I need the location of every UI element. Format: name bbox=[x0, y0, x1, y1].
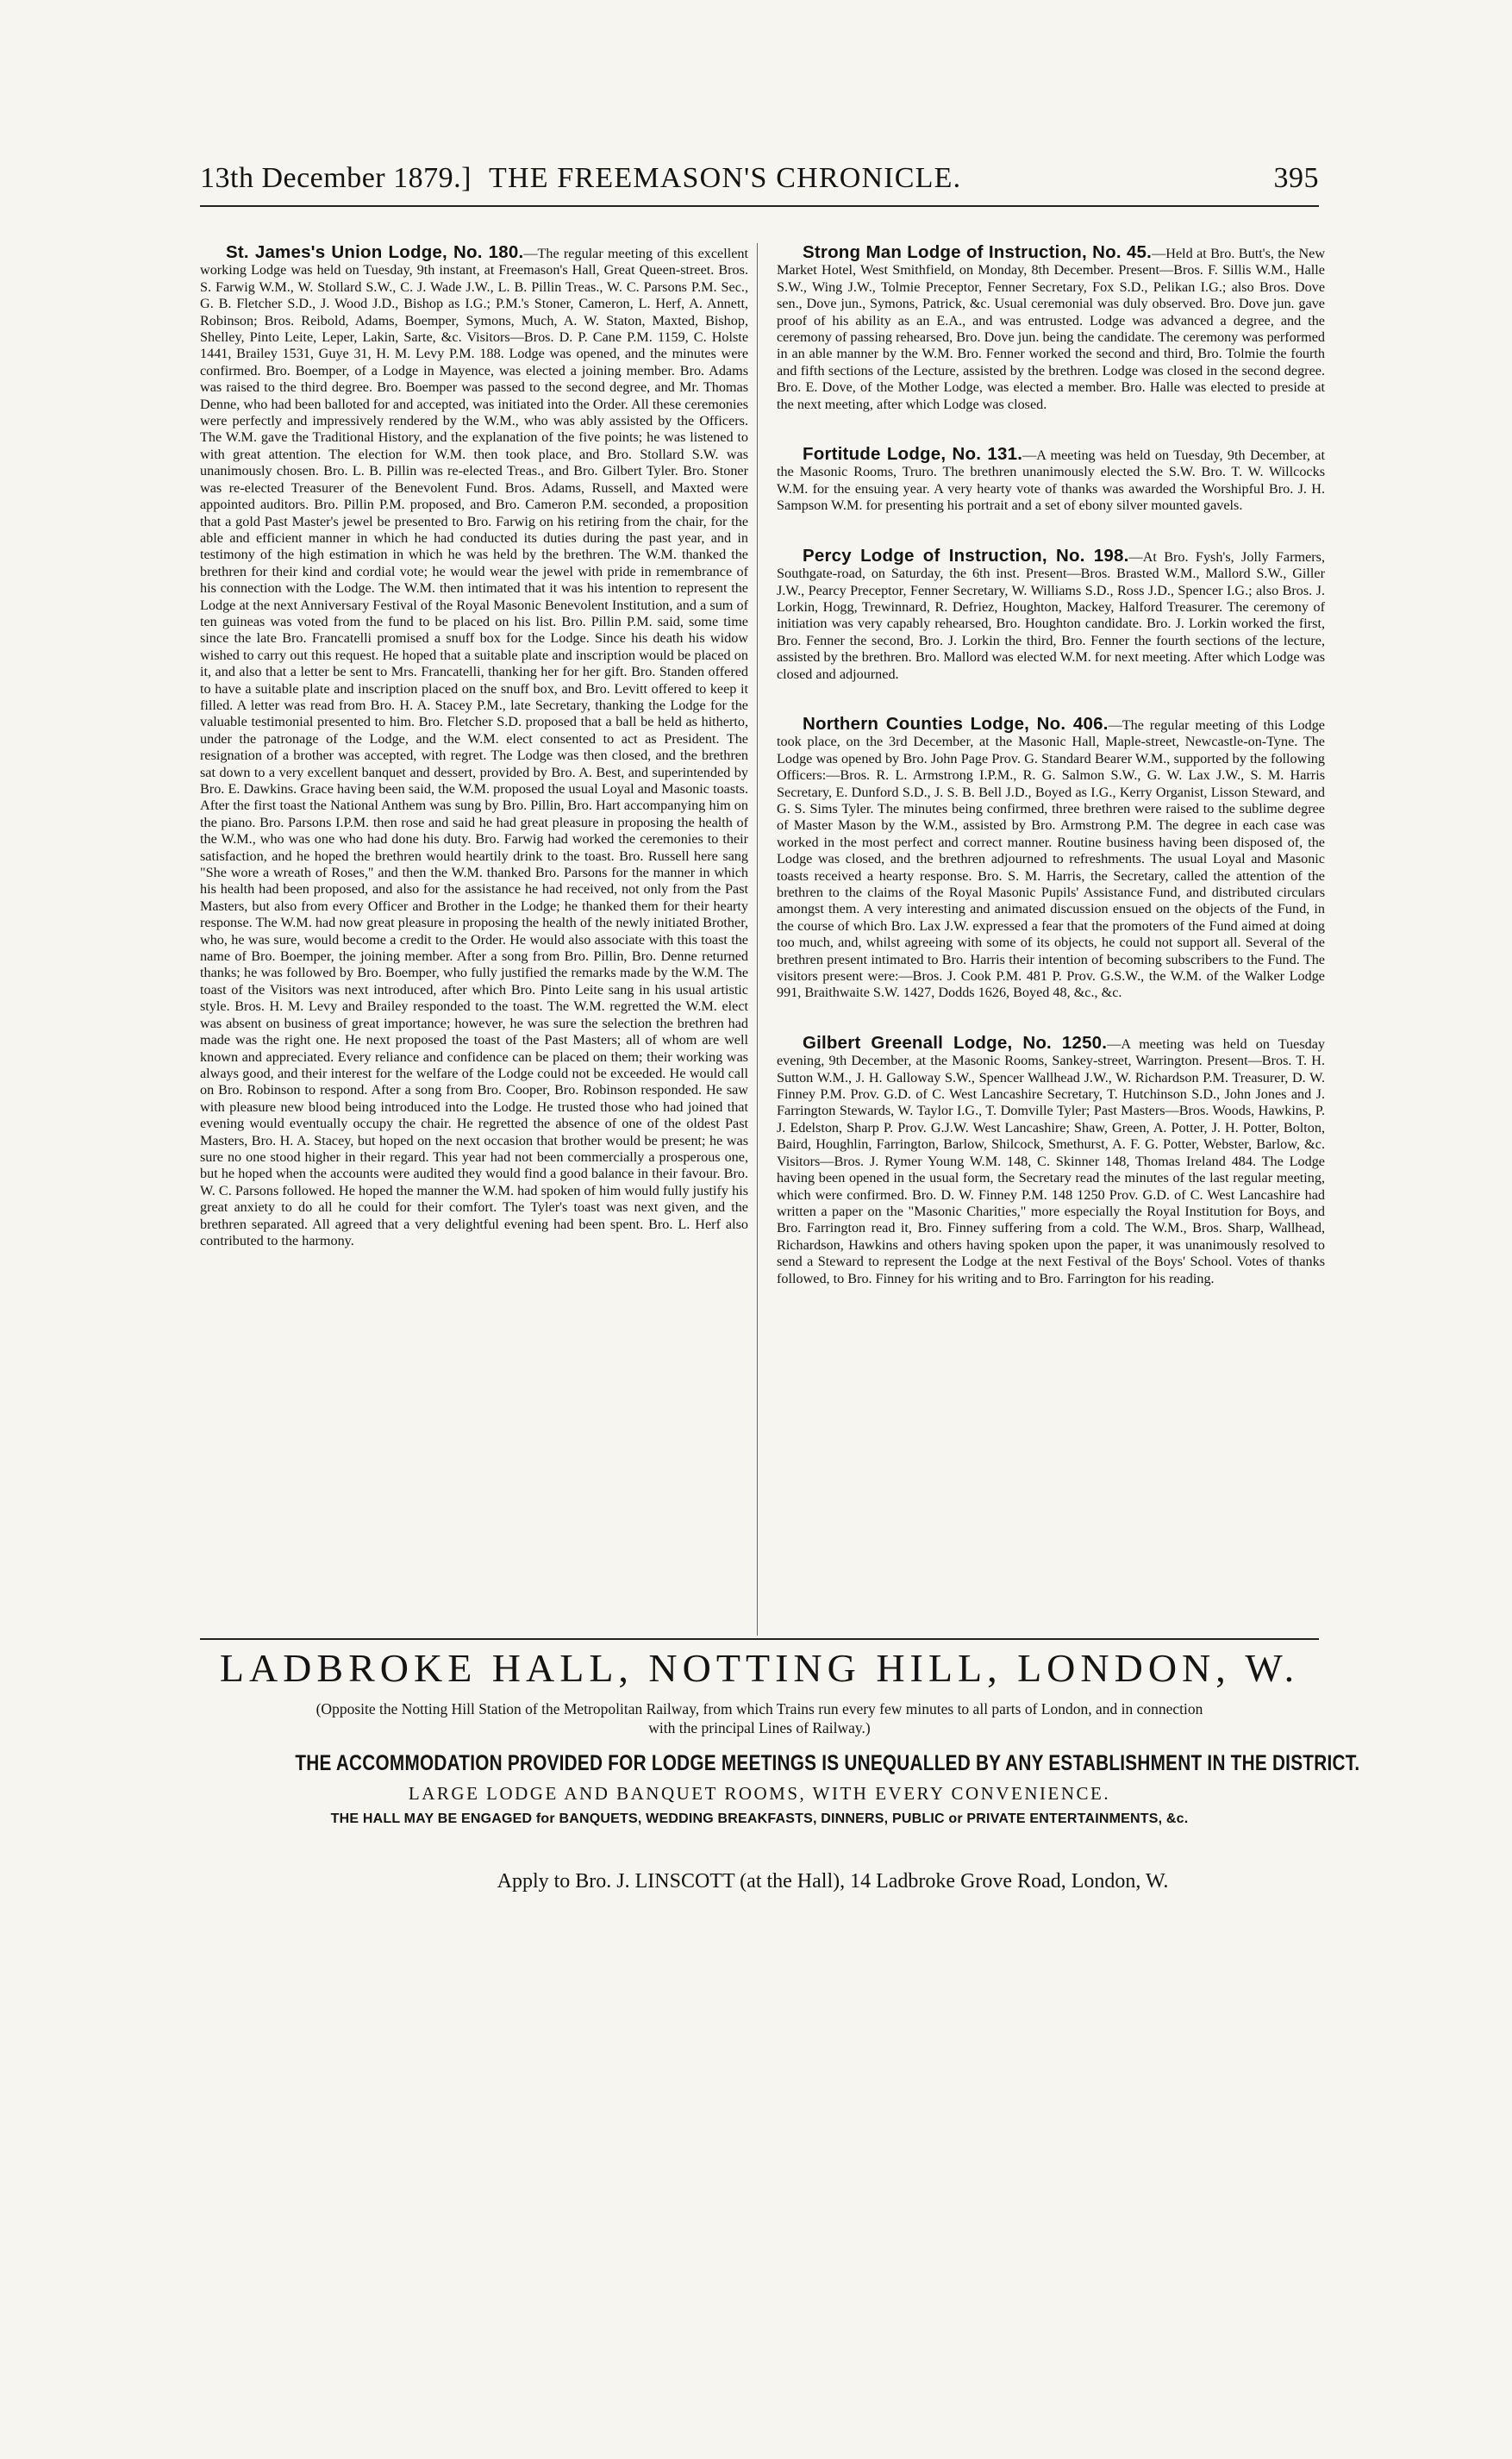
lodge-report bbox=[777, 446, 1325, 515]
report-paragraph bbox=[777, 244, 1325, 413]
lodge-report bbox=[777, 244, 1325, 413]
ladbroke-hall-advert bbox=[200, 1642, 1360, 1893]
advert-rule bbox=[200, 1638, 1319, 1640]
lodge-heading: St. James's Union Lodge, No. 180. bbox=[226, 242, 524, 262]
report-body: —Held at Bro. Butt's, the New Market Hotel, West Smithfield, on Monday, 8th December. Present—Bros. F. Sillis W.M., Halle S.W., Wing J.W., Tolmie Preceptor, Fenner Secretary, Fox S.D., Pelikan I.G.; also Bros. Dove sen., Dove jun., Symons, Patrick, &c. Usual ceremonial was duly observed. Bro. Dove jun. gave proof of his ability as an E.A., and was entrusted. Lodge was advanced a degree, and the ceremony of passing rehearsed, Bro. Dove jun. being the candidate. The ceremony was performed in an able manner by the W.M. Bro. Fenner worked the second and third, Bro. Tolmie the fourth and fifth sections of the Lecture, assisted by the brethren. Lodge was closed in the second degree. Bro. E. Dove, of the Mother Lodge, was elected a member. Bro. Halle was elected to preside at the next meeting, after which Lodge was closed. bbox=[777, 246, 1326, 412]
report-paragraph bbox=[777, 1032, 1325, 1287]
report-paragraph bbox=[200, 244, 748, 1249]
lodge-heading: Northern Counties Lodge, No. 406. bbox=[803, 713, 1109, 734]
report-body: —At Bro. Fysh's, Jolly Farmers, Southgate-road, on Saturday, the 6th inst. Present—Bros. Brasted W.M., Mallord S.W., Giller J.W., Pearcy Preceptor, Fenner Secretary, W. Williams S.D., Ross J.D., Spencer I.G.; also Bros. J. Lorkin, Hogg, Trewinnard, R. Defriez, Houghton, Mackey, Halford Treasurer. The ceremony of initiation was very capably rehearsed, Bro. Houghton candidate. Bro. J. Lorkin worked the first, Bro. Fenner the second, Bro. J. Lorkin the third, Bro. Fenner the fourth sections of the lecture, assisted by the brethren. Bro. Mallord was elected W.M. for next meeting. After which Lodge was closed and adjourned. bbox=[777, 548, 1325, 682]
lodge-heading: Strong Man Lodge of Instruction, No. 45. bbox=[803, 242, 1153, 262]
lodge-report bbox=[777, 547, 1325, 683]
page-number: 395 bbox=[1273, 162, 1319, 194]
right-column bbox=[777, 244, 1325, 1320]
lodge-report bbox=[200, 244, 748, 1249]
lodge-report bbox=[777, 1032, 1325, 1287]
header-rule bbox=[200, 205, 1319, 207]
lodge-heading: Gilbert Greenall Lodge, No. 1250. bbox=[803, 1032, 1108, 1053]
report-body: —A meeting was held on Tuesday evening, 9th December, at the Masonic Rooms, Sankey-street, Warrington. Present—Bros. T. H. Sutton W.M., J. H. Galloway S.W., Spencer Wallhead J.W., W. Richardson P.M. Treasurer, D. W. Finney P.M. Prov. G.D. of C. West Lancashire Secretary, T. Hutchinson S.D., John Jones and J. Farrington Stewards, W. Taylor I.G., T. Domville Tyler; Past Masters—Bros. Woods, Hawkins, P. J. Edelston, Sharp P. Prov. G.J.W. West Lancashire; Shaw, Green, A. Potter, J. H. Potter, Bolton, Baird, Houghlin, Farrington, Barlow, Shilcock, Smethurst, A. F. G. Potter, Webster, Barlow, &c. Visitors—Bros. J. Rymer Young W.M. 148, C. Skinner 148, Thomas Ireland 484. The Lodge having been opened in the usual form, the Secretary read the minutes of the last regular meeting, which were confirmed. Bro. D. W. Finney P.M. 148 1250 Prov. G.D. of C. West Lancashire had written a paper on the "Masonic Charities," more especially the Royal Institution for Boys, and Bro. Farrington read it, Bro. Finney suffering from a cold. The W.M., Bros. Sharp, Wallhead, Richardson, Hawkins and others having spoken upon the paper, it was unanimously resolved to send a Steward to represent the Lodge at the next Festival of the Boys' School. Votes of thanks followed, to Bro. Finney for his writing and to Bro. Farrington for his reading. bbox=[777, 1036, 1325, 1286]
report-paragraph bbox=[777, 713, 1325, 1002]
advert-subtitle: (Opposite the Notting Hill Station of the Metropolitan Railway, from which Trains run every few minutes to all parts of London, and in connection with the principal Lines of Railway.) bbox=[316, 1700, 1203, 1736]
report-paragraph bbox=[777, 446, 1325, 515]
report-paragraph bbox=[777, 547, 1325, 683]
advert-title: LADBROKE HALL, NOTTING HILL, LONDON, W. bbox=[219, 1646, 1300, 1690]
advert-accommodation: THE ACCOMMODATION PROVIDED FOR LODGE MEETINGS IS UNEQUALLED BY ANY ESTABLISHMENT IN THE DISTRICT. bbox=[295, 1751, 1360, 1775]
report-body: —The regular meeting of this excellent working Lodge was held on Tuesday, 9th instant, at Freemason's Hall, Great Queen-street. Bros. S. Farwig W.M., W. Stollard S.W., C. J. Wade J.W., L. B. Pillin Treas., W. C. Parsons P.M. Sec., G. B. Fletcher S.D., J. Wood J.D., Bishop as I.G.; P.M.'s Stoner, Cameron, L. Herf, A. Annett, Robinson; Bros. Reibold, Adams, Boemper, Symons, Much, A. W. Staton, Maxted, Bishop, Shelley, Pinto Leite, Leper, Lakin, Sarte, &c. Visitors—Bros. D. P. Cane P.M. 1159, C. Holste 1441, Brailey 1531, Guye 31, H. M. Levy P.M. 188. Lodge was opened, and the minutes were confirmed. Bro. Boemper, of a Lodge in Mayence, was elected a joining member. Bro. Adams was raised to the third degree. Bro. Boemper was passed to the second degree, and Mr. Thomas Denne, who had been balloted for and accepted, was initiated into the Order. All these ceremonies were perfectly and impressively rendered by the W.M., who was ably assisted by the Officers. The W.M. gave the Traditional History, and the explanation of the five points; he was listened to with great attention. The election for W.M. then took place, and Bro. Stollard S.W. was unanimously chosen. Bro. L. B. Pillin was re-elected Treas., and Bro. Gilbert Tyler. Bro. Stoner was re-elected Treasurer of the Benevolent Fund. Bros. Adams, Russell, and Maxted were appointed auditors. Bro. Pillin P.M. proposed, and Bro. Cameron P.M. seconded, a proposition that a gold Past Master's jewel be presented to Bro. Farwig on his retiring from the chair, for the able and efficient manner in which he had conducted its duties during the past year, and in testimony of the high estimation in which he was held by the brethren. The W.M. thanked the brethren for their kind and cordial vote; he would wear the jewel with pride in remembrance of his connection with the Lodge. The W.M. then intimated that it was his intention to represent the Lodge at the next Anniversary Festival of the Royal Masonic Benevolent Institution, and a sum of ten guineas was voted from the fund to be placed on his list. Bro. Pillin P.M. said, some time since the late Bro. Francatelli promised a snuff box for the Lodge. Since his death his widow wished to carry out this request. He hoped that a suitable plate and inscription would be placed on it, and also that a letter be sent to Mrs. Francatelli, thanking her for her gift. Bro. Standen offered to have a suitable plate and inscription placed on the snuff box, and Bro. Levitt offered to keep it filled. A letter was read from Bro. H. A. Stacey P.M., late Secretary, thanking the Lodge for the valuable testimonial presented to him. Bro. Fletcher S.D. proposed that a ball be held as hitherto, under the patronage of the Lodge, and the W.M. elect consented to act as President. The resignation of a brother was accepted, with regret. The Lodge was then closed, and the brethren sat down to a very excellent banquet and dessert, provided by Bro. A. Best, and superintended by Bro. E. Dawkins. Grace having been said, the W.M. proposed the usual Loyal and Masonic toasts. After the first toast the National Anthem was sung by Bro. Pillin, Bro. Hart accompanying him on the piano. Bro. Parsons I.P.M. then rose and said he had great pleasure in proposing the health of the W.M., who was one who had done his duty. Bro. Farwig had worked the ceremonies to their satisfaction, and he hoped the brethren would heartily drink to the toast. Bro. Russell here sang "She wore a wreath of Roses," and then the W.M. thanked Bro. Parsons for the manner in which his health had been proposed, and also for the assistance he had received, not only from the Past Masters, but also from every Officer and Brother in the Lodge; he thanked them for their hearty response. The W.M. had now great pleasure in proposing the health of the newly initiated Brother, who, he was sure, would become a credit to the Order. He would also associate with this toast the name of Bro. Boemper, the joining member. After a song from Bro. Pillin, Bro. Denne returned thanks; he was followed by Bro. Boemper, who fully justified the remarks made by the W.M. The toast of the Visitors was next introduced, after which Bro. Pinto Leite sang in his usual artistic style. Bros. H. M. Levy and Brailey responded to the toast. The W.M. regretted the W.M. elect was absent on business of great importance; however, he was sure the selection the brethren had made was the right one. He next proposed the toast of the Past Masters; all of whom are well known and appreciated. Every reliance and confidence can be placed on them; their working was always good, and their interest for the welfare of the Lodge could not be exceeded. He would call on Bro. Robinson to respond. After a song from Bro. Cooper, Bro. Robinson responded. He saw with pleasure new blood being introduced into the Lodge. He trusted those who had joined that evening would eventually occupy the chair. He regretted the absence of one of the oldest Past Masters, Bro. H. A. Stacey, but hoped on the next occasion that brother would be present; he was sure no one stood higher in their regard. This year had not been commercially a prosperous one, but he hoped when the accounts were audited they would find a good balance in their favour. Bro. W. C. Parsons followed. He hoped the manner the W.M. had spoken of him would fully justify his great anxiety to do all he could for their comfort. The Tyler's toast was next given, and the brethren separated. All agreed that a very delightful evening had been spent. Bro. L. Herf also contributed to the harmony. bbox=[200, 246, 748, 1248]
issue-date: 13th December 1879.] bbox=[200, 162, 472, 194]
report-body: —A meeting was held on Tuesday, 9th December, at the Masonic Rooms, Truro. The brethren unanimously elected the S.W. Bro. T. W. Willcocks W.M. for the ensuing year. A very hearty vote of thanks was awarded the Worshipful Bro. J. H. Sampson W.M. for presenting his portrait and a set of ebony silver mounted gavels. bbox=[777, 447, 1325, 514]
page-header bbox=[200, 162, 1319, 202]
column-divider bbox=[757, 243, 758, 1636]
lodge-report bbox=[777, 713, 1325, 1002]
publication-title: THE FREEMASON'S CHRONICLE. bbox=[489, 162, 962, 194]
lodge-heading: Percy Lodge of Instruction, No. 198. bbox=[803, 545, 1129, 566]
advert-engagements: THE HALL MAY BE ENGAGED for BANQUETS, WEDDING BREAKFASTS, DINNERS, PUBLIC or PRIVATE ENTERTAINMENTS, &c. bbox=[330, 1811, 1189, 1826]
lodge-heading: Fortitude Lodge, No. 131. bbox=[803, 444, 1023, 465]
advert-apply: Apply to Bro. J. LINSCOTT (at the Hall), 14 Ladbroke Grove Road, London, W. bbox=[497, 1870, 1169, 1893]
left-column bbox=[200, 244, 748, 1282]
report-body: —The regular meeting of this Lodge took place, on the 3rd December, at the Masonic Hall, Maple-street, Newcastle-on-Tyne. The Lodge was opened by Bro. John Page Prov. G. Standard Bearer W.M., supported by the following Officers:—Bros. R. L. Armstrong I.P.M., R. G. Salmon S.W., G. W. Lax J.W., S. M. Harris Secretary, E. Dunford S.D., J. S. B. Bell J.D., Boyed as I.G., Kerry Organist, Lisson Steward, and G. S. Sims Tyler. The minutes being confirmed, three brethren were raised to the sublime degree of Master Mason by the W.M., assisted by Bro. Armstrong P.M. The degree in each case was worked in the most perfect and correct manner. Routine business having been disposed of, the Lodge was closed, and the brethren adjourned to refreshments. The usual Loyal and Masonic toasts received a hearty response. Bro. S. M. Harris, the Secretary, called the attention of the brethren to the claims of the Royal Masonic Pupils' Assistance Fund, and distributed circulars amongst them. A very interesting and animated discussion ensued on the objects of the Fund, in the course of which Bro. Lax J.W. expressed a fear that the promoters of the Fund aimed at doing too much, and, whilst agreeing with some of its objects, he could not support all. Several of the brethren present intimated to Bro. Harris their intention of becoming subscribers to the Fund. The visitors present were:—Bros. J. Cook P.M. 481 P. Prov. G.S.W., the W.M. of the Walker Lodge 991, Braithwaite S.W. 1427, Dodds 1626, Boyed 48, &c., &c. bbox=[777, 716, 1325, 1001]
advert-rooms: LARGE LODGE AND BANQUET ROOMS, WITH EVERY CONVENIENCE. bbox=[408, 1783, 1111, 1804]
